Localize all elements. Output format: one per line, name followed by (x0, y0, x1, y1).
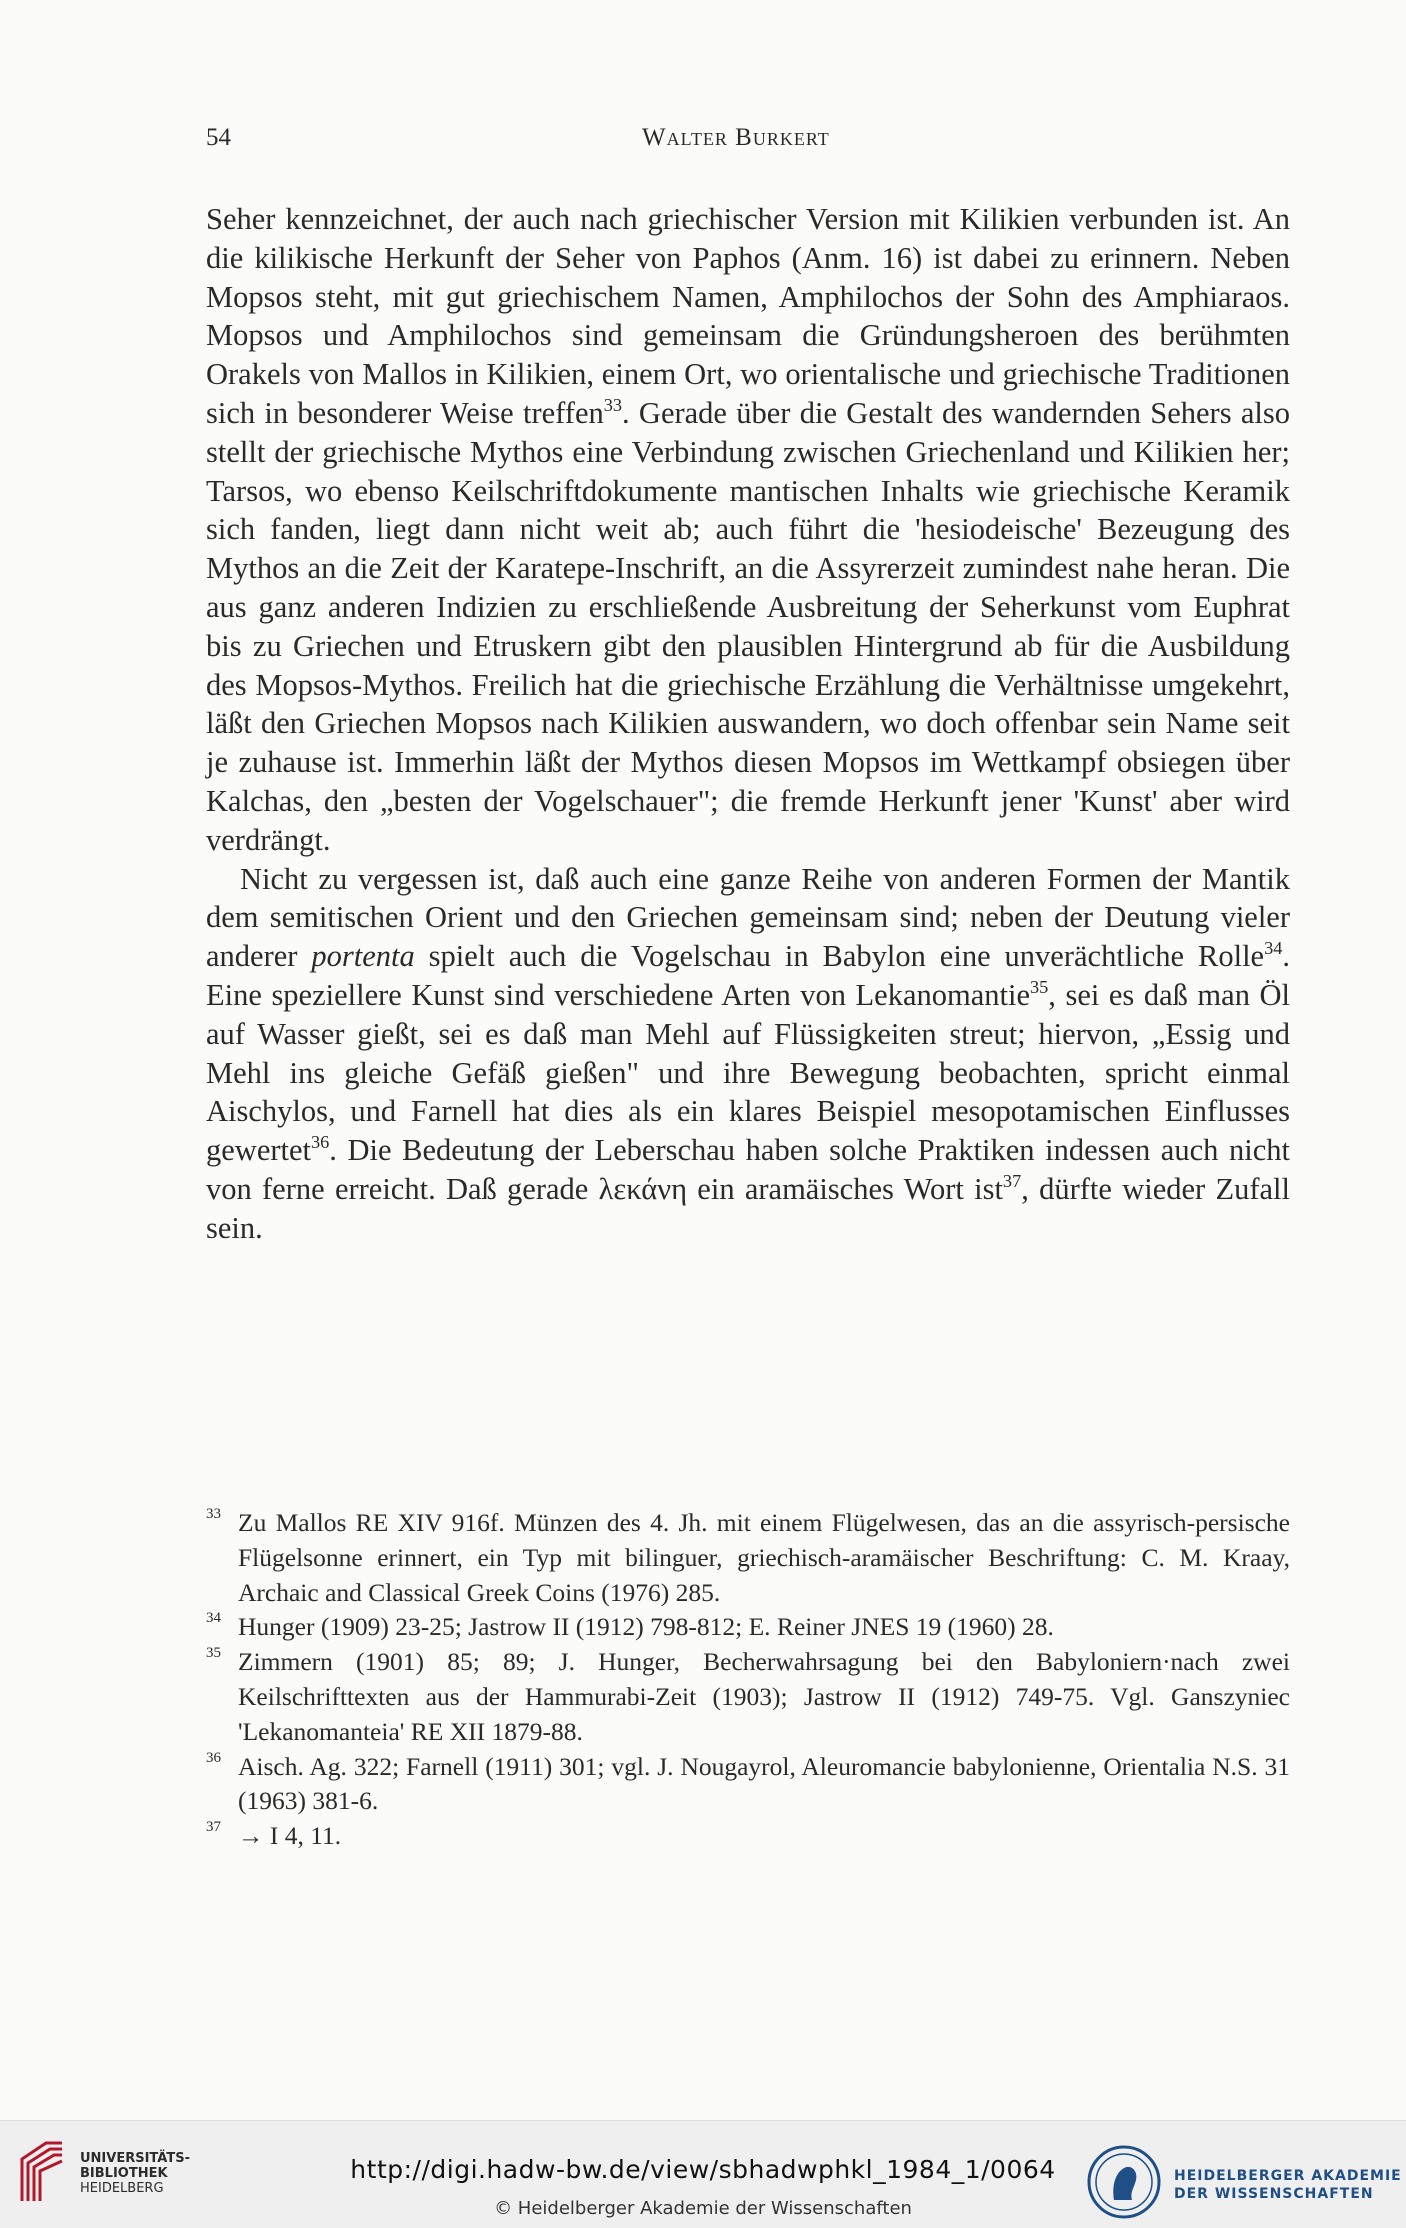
running-head: Walter Burkert (642, 124, 830, 151)
academy-name-line: DER WISSENSCHAFTEN (1174, 2186, 1374, 2202)
academy-name (1174, 2167, 1402, 2203)
footnote-ref-35: 35 (1030, 977, 1049, 998)
footnote-number: 34 (206, 1610, 221, 1627)
italic-term: portenta (311, 939, 415, 974)
text-run: , dürfte wieder Zufall sein. (206, 1171, 1290, 1245)
text-run: . Die Bedeutung der Leberschau haben solche Praktiken indessen auch nicht von ferne erreicht. Daß gerade (206, 1133, 1290, 1206)
viewer-footer (0, 2120, 1406, 2228)
footnote (206, 1750, 1290, 1820)
footnote-ref-33: 33 (603, 395, 623, 416)
text-run: . Gerade über die Gestalt des wandernden Sehers also stellt der griechische Mythos eine Verbindung zwischen Griechenland und Kilikien her; Tarsos, wo ebenso Keilschriftdokumente mantischen Inhalts wie griechische Keramik sich fanden, liegt dann nicht weit ab; auch führt die 'hesiodeische' Bezeugung des Mythos an die Zeit der Karatepe-Inschrift, an die Assyrerzeit zumindest nahe heran. Die aus ganz anderen Indizien zu erschließende Ausbreitung der Seherkunst vom Euphrat bis zu Griechen und Etruskern gibt den plausiblen Hintergrund ab für die Ausbildung des Mopsos-Mythos. Freilich hat die griechische Erzählung die Verhältnisse umgekehrt, läßt den Griechen Mopsos nach Kilikien auswandern, wo doch offenbar sein Name seit je zuhause ist. Immerhin läßt der Mythos diesen Mopsos im Wettkampf obsiegen über Kalchas, den „besten der Vogelschauer"; die fremde Herkunft jener 'Kunst' aber wird verdrängt. (206, 395, 1290, 857)
permalink-url[interactable]: http://digi.hadw-bw.de/view/sbhadwphkl_1984_1/0064 (350, 2155, 1056, 2184)
footnote-number: 33 (206, 1506, 221, 1522)
footnote-number: 37 (206, 1819, 221, 1836)
text-run: ein aramäisches Wort ist (687, 1171, 1003, 1206)
footnote (206, 1506, 1290, 1610)
footnotes (206, 1506, 1290, 1854)
text-run: Nicht zu vergessen ist, daß auch eine ganze Reihe von anderen Formen der Mantik dem semitischen Orient und den Griechen gemeinsam sind; neben der Deutung vieler anderer (206, 861, 1290, 974)
library-name-line: BIBLIOTHEK (80, 2166, 168, 2181)
footnote-text: Zimmern (1901) 85; 89; J. Hunger, Becherwahrsagung bei den Babyloniern·nach zwei Keilschrifttexten aus der Hammurabi-Zeit (1903); Jastrow II (1912) 749-75. Vgl. Ganszyniec 'Lekanomanteia' RE XII 1879-88. (238, 1647, 1290, 1746)
text-run: . Eine speziellere Kunst sind verschiedene Arten von Lekanomantie (206, 939, 1290, 1012)
footnote-text: Aisch. Ag. 322; Farnell (1911) 301; vgl. J. Nougayrol, Aleuromancie babylonienne, Orientalia N.S. 31 (1963) 381-6. (238, 1751, 1290, 1816)
academy-name-line: HEIDELBERGER AKADEMIE (1174, 2168, 1402, 2184)
text-run: , sei es daß man Öl auf Wasser gießt, sei es daß man Mehl auf Flüssigkeiten streut; hiervon, „Essig und Mehl ins gleiche Gefäß gießen" und ihre Bewegung beobachten, spricht einmal Aischylos, und Farnell hat dies als ein klares Beispiel mesopotamischen Einflusses gewertet (206, 977, 1290, 1168)
library-name-line: UNIVERSITÄTS- (80, 2151, 190, 2166)
footnote-text: Zu Mallos RE XIV 916f. Münzen des 4. Jh. mit einem Flügelwesen, das an die assyrisch-persische Flügelsonne erinnert, ein Typ mit bilinguer, griechisch-aramäischer Beschriftung: C. M. Kraay, Archaic and Classical Greek Coins (1976) 285. (238, 1508, 1290, 1607)
greek-word: λεκάνη (598, 1171, 688, 1206)
footnote (206, 1819, 1290, 1854)
copyright-notice: © Heidelberger Akademie der Wissenschaften (494, 2198, 912, 2219)
footnote-ref-36: 36 (311, 1132, 330, 1153)
footnote-text: → I 4, 11. (238, 1821, 342, 1851)
footnote (206, 1610, 1290, 1645)
footnote-ref-37: 37 (1002, 1171, 1022, 1192)
footnote-number: 36 (206, 1749, 221, 1766)
text-run: Seher kennzeichnet, der auch nach griechischer Version mit Kilikien verbunden ist. An die kilikische Herkunft der Seher von Paphos (Anm. 16) ist dabei zu erinnern. Neben Mopsos steht, mit gut griechischem Namen, Amphilochos der Sohn des Amphiaraos. Mopsos und Amphilochos sind gemeinsam die Gründungsheroen des berühmten Orakels von Mallos in Kilikien, einem Ort, wo orientalische und griechische Traditionen sich in besonderer Weise treffen (206, 202, 1290, 430)
text-run: spielt auch die Vogelschau in Babylon eine unverächtliche Rolle (414, 939, 1265, 974)
paragraph-1 (206, 200, 1290, 860)
academy-seal-icon[interactable] (1086, 2144, 1162, 2220)
footnote-number: 35 (206, 1645, 221, 1662)
page-number: 54 (206, 124, 231, 151)
paragraph-2 (206, 860, 1290, 1248)
footnote (206, 1645, 1290, 1749)
footnote-ref-34: 34 (1264, 938, 1283, 959)
library-name-line: HEIDELBERG (80, 2181, 164, 2196)
page-header (206, 124, 1296, 164)
main-text (206, 200, 1290, 1248)
footnote-text: Hunger (1909) 23-25; Jastrow II (1912) 798-812; E. Reiner JNES 19 (1960) 28. (238, 1612, 1054, 1642)
